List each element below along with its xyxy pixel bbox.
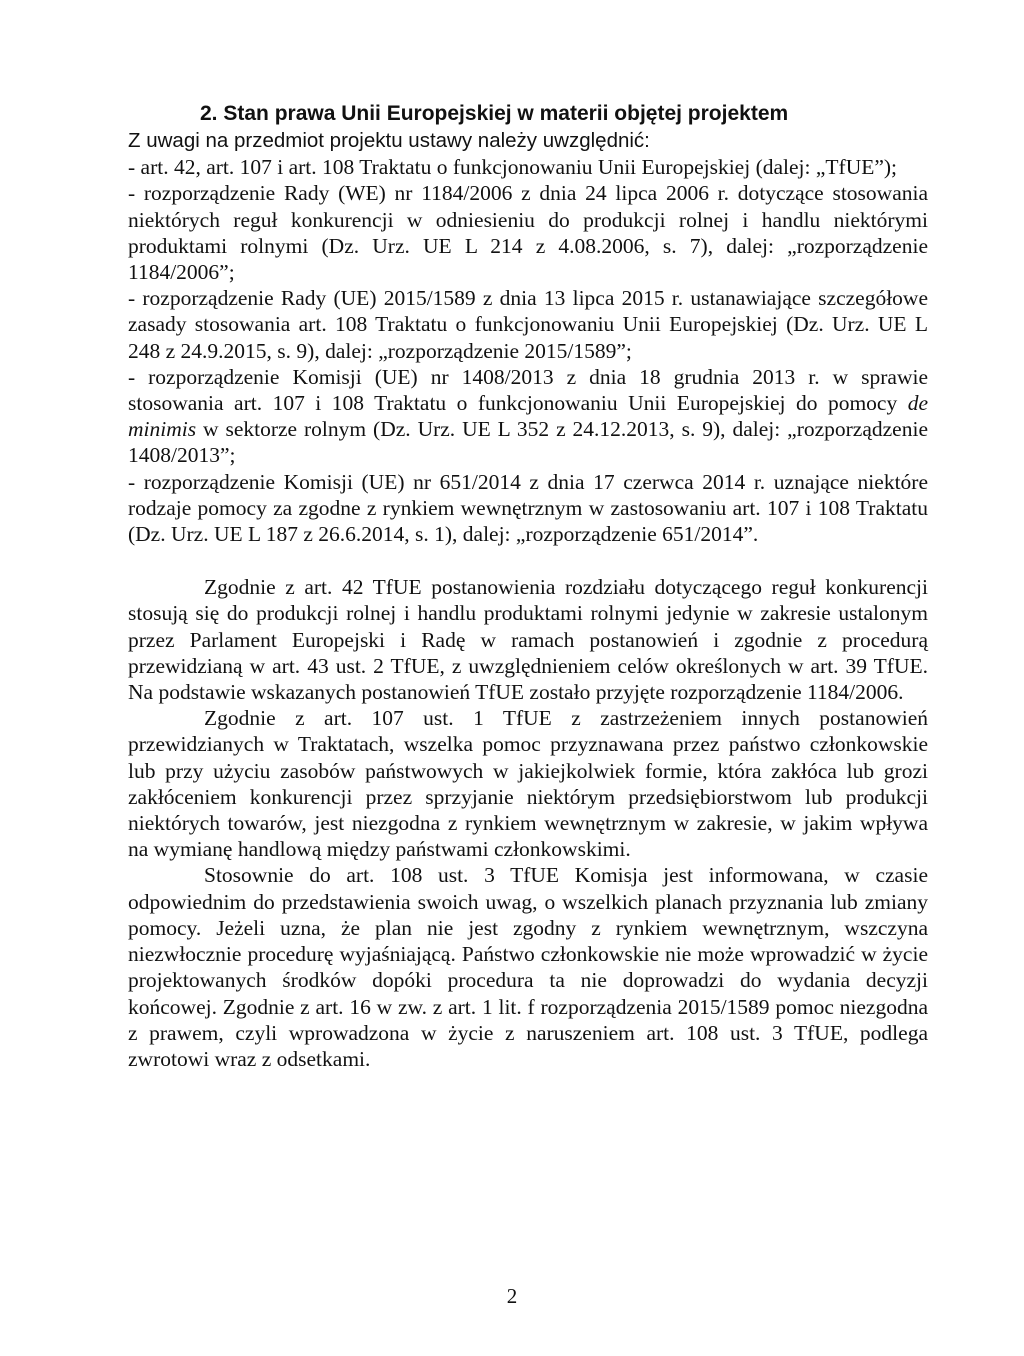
list-item-text-before: - rozporządzenie Komisji (UE) nr 1408/2013 z dnia 18 grudnia 2013 r. w sprawie stosowania art. 107 i 108 Traktatu o funkcjonowaniu Unii Europejskiej do pomocy [128, 364, 928, 416]
section-heading: 2. Stan prawa Unii Europejskiej w materii objętej projektem [200, 102, 789, 125]
list-item-treaty-articles: - art. 42, art. 107 i art. 108 Traktatu o funkcjonowaniu Unii Europejskiej (dalej: „TfUE”); [128, 155, 898, 180]
paragraph-art-107: Zgodnie z art. 107 ust. 1 TfUE z zastrzeżeniem innych postanowień przewidzianych w Traktatach, wszelka pomoc przyznawana przez państwo członkowskie lub przy użyciu zasobów państwowych w jakiejkolwiek formie, która zakłóca lub grozi zakłóceniem konkurencji przez sprzyjanie niektórym przedsiębiorstwom lub produkcji niektórych towarów, jest niezgodna z rynkiem wewnętrznym w zakresie, w jakim wpływa na wymianę handlową między państwami członkowskimi. [128, 706, 928, 862]
list-item-regulation-651-2014: - rozporządzenie Komisji (UE) nr 651/2014 z dnia 17 czerwca 2014 r. uznające niektóre rodzaje pomocy za zgodne z rynkiem wewnętrznym w zastosowaniu art. 107 i 108 Traktatu (Dz. Urz. UE L 187 z 26.6.2014, s. 1), dalej: „rozporządzenie 651/2014”. [128, 469, 928, 547]
paragraph-art-108: Stosownie do art. 108 ust. 3 TfUE Komisja jest informowana, w czasie odpowiednim do przedstawienia swoich uwag, o wszelkich planach przyznania lub zmiany pomocy. Jeżeli uzna, że plan nie jest zgodny z rynkiem wewnętrznym, wszczyna niezwłocznie procedurę wyjaśniającą. Państwo członkowskie nie może wprowadzić w życie projektowanych środków dopóki procedura ta nie doprowadzi do wydania decyzji końcowej. Zgodnie z art. 16 w zw. z art. 1 lit. f rozporządzenia 2015/1589 pomoc niezgodna z prawem, czyli wprowadzona w życie z naruszeniem art. 108 ust. 3 TfUE, podlega zwrotowi wraz z odsetkami. [128, 863, 928, 1071]
paragraph-art-42: Zgodnie z art. 42 TfUE postanowienia rozdziału dotyczącego reguł konkurencji stosują się do produkcji rolnej i handlu produktami rolnymi jedynie w zakresie ustalonym przez Parlament Europejski i Radę w ramach postanowień i zgodnie z procedurą przewidzianą w art. 43 ust. 2 TfUE, z uwzględnieniem celów określonych w art. 39 TfUE. Na podstawie wskazanych postanowień TfUE zostało przyjęte rozporządzenie 1184/2006. [128, 575, 928, 705]
intro-line: Z uwagi na przedmiot projektu ustawy należy uwzględnić: [128, 129, 650, 152]
list-item-text-after: w sektorze rolnym (Dz. Urz. UE L 352 z 24.12.2013, s. 9), dalej: „rozporządzenie 1408/2013”; [128, 417, 928, 468]
document-page [128, 100, 928, 1072]
list-item-regulation-1184-2006: - rozporządzenie Rady (WE) nr 1184/2006 z dnia 24 lipca 2006 r. dotyczące stosowania niektórych reguł konkurencji w odniesieniu do produkcji rolnej i handlu niektórymi produktami rolnymi (Dz. Urz. UE L 214 z 4.08.2006, s. 7), dalej: „rozporządzenie 1184/2006”; [128, 181, 928, 285]
page-number: 2 [506, 1284, 518, 1308]
italic-term: de minimis [128, 391, 928, 442]
list-item-regulation-2015-1589: - rozporządzenie Rady (UE) 2015/1589 z dnia 13 lipca 2015 r. ustanawiające szczegółowe zasady stosowania art. 108 Traktatu o funkcjonowaniu Unii Europejskiej (Dz. Urz. UE L 248 z 24.9.2015, s. 9), dalej: „rozporządzenie 2015/1589”; [128, 286, 928, 363]
paragraph-gap [128, 547, 928, 574]
list-item-regulation-1408-2013 [128, 364, 928, 469]
